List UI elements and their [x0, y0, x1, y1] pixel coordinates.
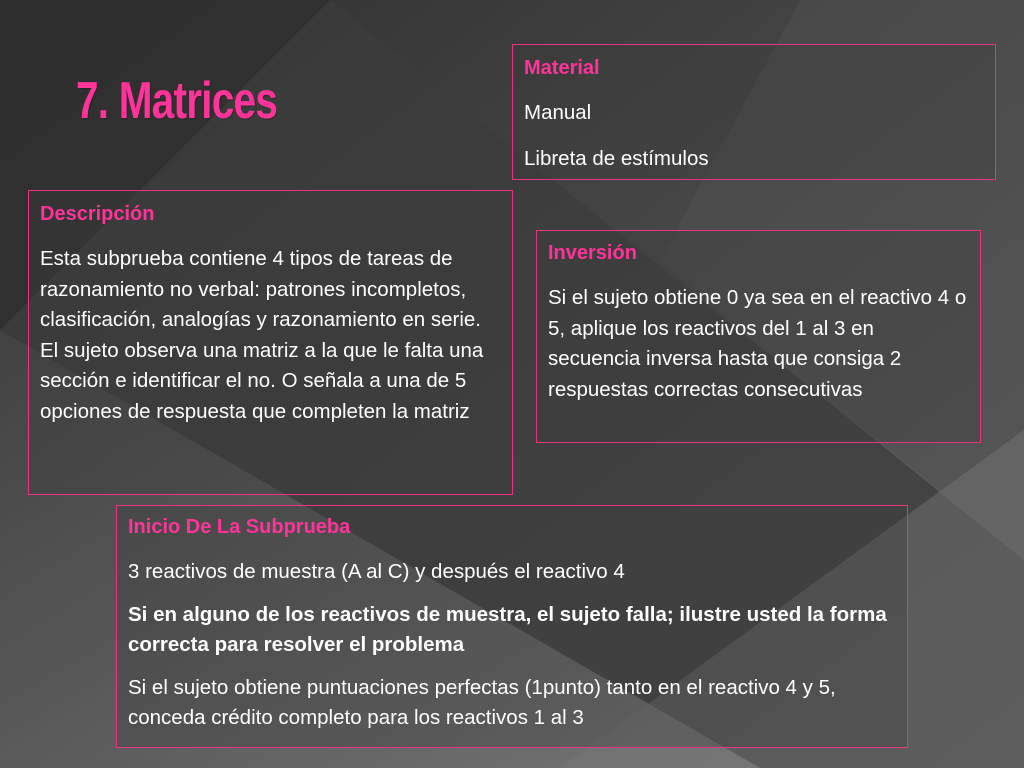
material-heading: Material	[524, 57, 600, 79]
descripcion-box	[28, 190, 513, 495]
inversion-box	[536, 230, 981, 443]
inicio-paragraph-muestra: 3 reactivos de muestra (A al C) y después el reactivo 4	[128, 560, 625, 583]
inversion-text: Si el sujeto obtiene 0 ya sea en el reactivo 4 o 5, aplique los reactivos del 1 al 3 en secuencia inversa hasta que consiga 2 respuestas correctas consecutivas	[548, 286, 967, 401]
descripcion-text: Esta subprueba contiene 4 tipos de tareas de razonamiento no verbal: patrones incompletos, clasificación, analogías y razonamiento en serie. El sujeto observa una matriz a la que le falta una sección e identificar el no. O señala a una de 5 opciones de respuesta que completen la matriz	[40, 247, 484, 423]
inicio-box	[116, 505, 908, 748]
material-item-libreta: Libreta de estímulos	[524, 146, 709, 170]
descripcion-heading: Descripción	[40, 203, 155, 225]
inicio-paragraph-credito: Si el sujeto obtiene puntuaciones perfectas (1punto) tanto en el reactivo 4 y 5, conceda crédito completo para los reactivos 1 al 3	[128, 675, 836, 729]
inicio-paragraph-falla: Si en alguno de los reactivos de muestra, el sujeto falla; ilustre usted la forma correcta para resolver el problema	[128, 602, 887, 656]
material-box	[512, 44, 996, 180]
inversion-heading: Inversión	[548, 242, 637, 264]
material-item-manual: Manual	[524, 101, 592, 124]
inicio-heading: Inicio De La Subprueba	[128, 516, 351, 538]
slide-title: 7. Matrices	[76, 72, 278, 130]
